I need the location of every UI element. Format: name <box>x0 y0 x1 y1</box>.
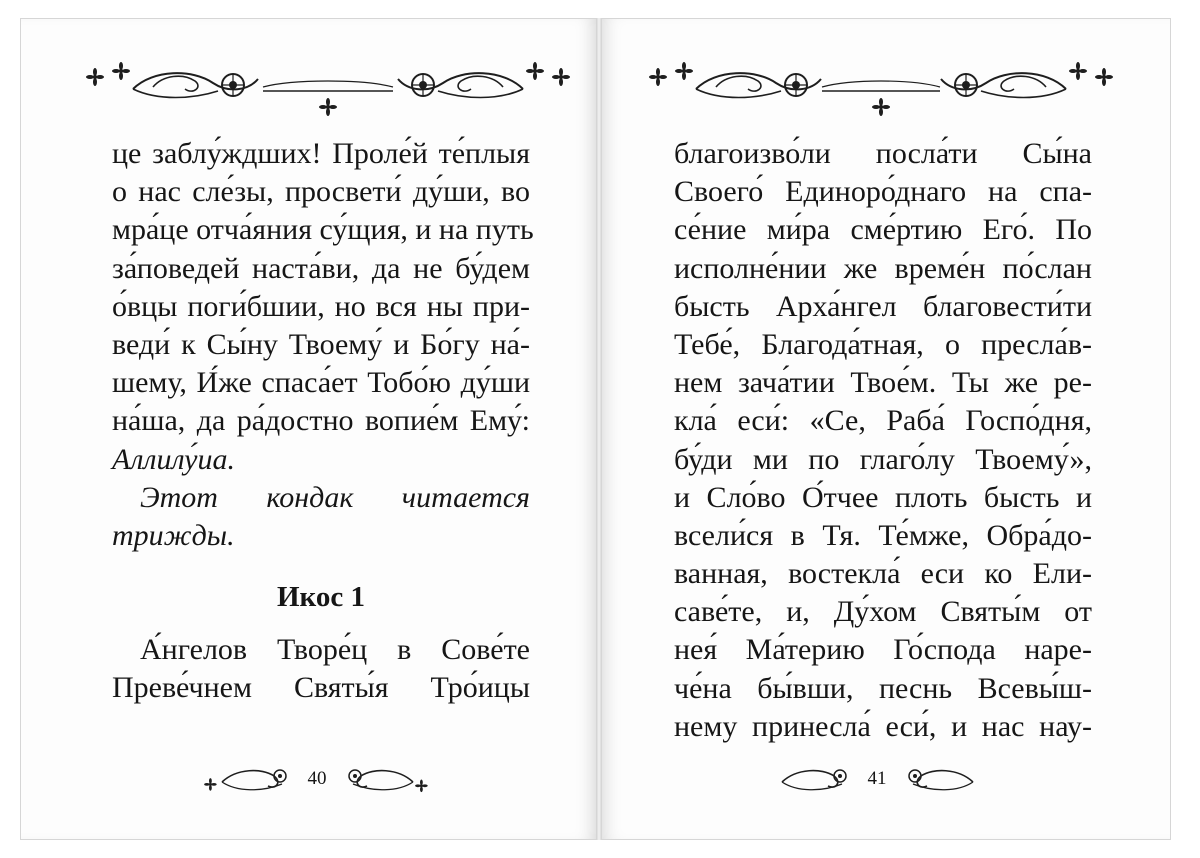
text-line: ванная, востекла́ еси ко Ели- <box>674 557 1092 591</box>
text-line: нему принесла́ еси́, и нас нау- <box>674 709 1092 743</box>
text-line: благоизво́ли посла́ти Сы́на <box>674 137 1092 170</box>
text-line: Преве́чнем Святы́я Тро́ицы <box>112 671 530 705</box>
text-line: А́нгелов Творе́ц в Сове́те <box>140 633 530 667</box>
text-line: се́ние ми́ра сме́ртию Его́. По <box>674 213 1092 247</box>
text-line: мра́це отча́яния су́щия, и на путь <box>112 213 534 247</box>
footer-ornament-icon <box>343 762 433 796</box>
text-line: саве́те, и, Ду́хом Святы́м от <box>674 595 1092 629</box>
text-line: веди́ к Сы́ну Твоему́ и Бо́гу на́- <box>112 327 530 361</box>
right-page <box>601 18 1171 840</box>
text-line: Тебе́, Благода́тная, о пресла́в- <box>674 327 1092 361</box>
text-line: о́вцы поги́бшии, но вся ны при- <box>112 289 530 323</box>
text-line: исполне́нии же време́н по́слан <box>674 251 1092 285</box>
text-line: це заблу́ждших! Проле́й те́плыя <box>112 137 530 170</box>
text-line: на́ша, да ра́достно вопие́м Ему́: <box>112 404 530 438</box>
text-line: всели́ся в Тя. Те́мже, Обра́до- <box>674 518 1092 552</box>
text-line: нем зача́тии Твое́м. Ты же ре- <box>674 366 1092 400</box>
text-line: и Сло́во О́тчее плоть бысть и <box>674 480 1092 514</box>
left-page <box>20 18 597 840</box>
text-line: кла́ еси́: «Се, Раба́ Госпо́дня, <box>674 404 1092 438</box>
text-line: бысть Арха́нгел благовести́ти <box>674 289 1092 323</box>
left-page-text <box>112 135 534 707</box>
text-line: нея́ Ма́терию Го́спода наре- <box>674 633 1092 667</box>
text-line: о нас сле́зы, просвети́ ду́ши, во <box>112 175 530 209</box>
text-line: бу́ди ми по глаго́лу Твоему́», <box>674 442 1092 476</box>
footer-ornament-icon <box>903 762 993 796</box>
floral-ornament-icon <box>83 57 573 117</box>
page-number: 41 <box>867 768 887 789</box>
top-ornament-left <box>83 57 573 117</box>
alleluia-line: Аллилу́иа. <box>112 442 235 476</box>
rubric-note-line: Этот кондак читается <box>140 480 530 514</box>
text-line: за́поведей наста́ви, да не бу́дем <box>112 251 530 285</box>
page-number: 40 <box>307 768 327 789</box>
text-line: че́на бы́вши, песнь Всевы́ш- <box>674 671 1092 705</box>
footer-ornament-icon <box>202 762 292 796</box>
text-line: шему, И́же спаса́ет Тобо́ю ду́ши <box>112 366 530 400</box>
top-ornament-right <box>646 57 1116 117</box>
page-footer-right <box>752 759 1002 799</box>
page-footer-left <box>197 759 437 799</box>
section-heading: Икос 1 <box>276 581 365 614</box>
right-page-text <box>674 135 1092 746</box>
footer-ornament-icon <box>762 762 852 796</box>
floral-ornament-icon <box>646 57 1116 117</box>
rubric-note-line: трижды. <box>112 518 235 552</box>
text-line: Своего́ Единоро́днаго на спа- <box>674 175 1092 209</box>
